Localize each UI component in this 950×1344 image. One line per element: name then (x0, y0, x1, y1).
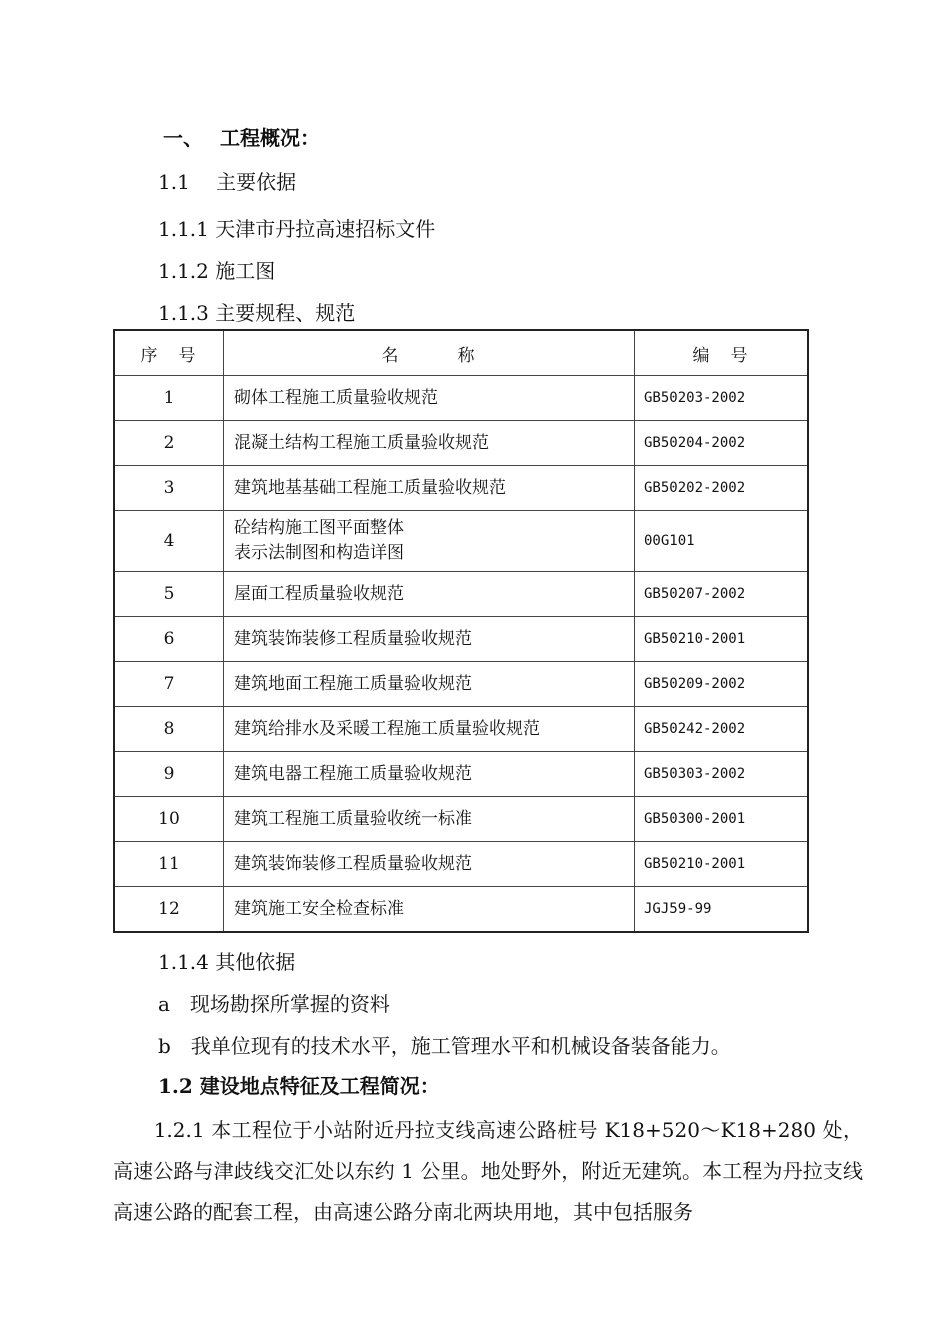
header-name: 名 称 (224, 330, 635, 376)
standards-table (113, 329, 809, 933)
row-seq-cell: 9 (114, 752, 224, 797)
table-body (114, 376, 808, 933)
row-code-cell: 00G101 (635, 511, 809, 572)
row-code-cell: JGJ59-99 (635, 887, 809, 933)
subsection-1-2: 1.2 建设地点特征及工程简况： (158, 1074, 440, 1098)
table-row (114, 617, 808, 662)
row-seq-cell: 1 (114, 376, 224, 421)
row-name-cell: 建筑工程施工质量验收统一标准 (224, 797, 635, 842)
row-seq-cell: 11 (114, 842, 224, 887)
header-seq: 序 号 (114, 330, 224, 376)
list-item-a: a 现场勘探所掌握的资料 (158, 992, 390, 1016)
row-code-cell: GB50207-2002 (635, 572, 809, 617)
table-row (114, 376, 808, 421)
row-name-cell: 砌体工程施工质量验收规范 (224, 376, 635, 421)
row-code-cell: GB50210-2001 (635, 617, 809, 662)
table-row (114, 511, 808, 572)
row-code-cell: GB50209-2002 (635, 662, 809, 707)
table-row (114, 421, 808, 466)
row-name-cell: 混凝土结构工程施工质量验收规范 (224, 421, 635, 466)
table-row (114, 887, 808, 933)
row-name-cell: 建筑地面工程施工质量验收规范 (224, 662, 635, 707)
row-code-cell: GB50202-2002 (635, 466, 809, 511)
row-seq-cell: 6 (114, 617, 224, 662)
row-code-cell: GB50300-2001 (635, 797, 809, 842)
row-name-cell: 砼结构施工图平面整体 表示法制图和构造详图 (224, 511, 635, 572)
header-code: 编 号 (635, 330, 809, 376)
item-1-1-2: 1.1.2 施工图 (158, 259, 276, 283)
row-seq-cell: 5 (114, 572, 224, 617)
row-name-cell: 建筑地基基础工程施工质量验收规范 (224, 466, 635, 511)
section-heading: 一、 工程概况： (163, 126, 320, 150)
row-code-cell: GB50303-2002 (635, 752, 809, 797)
item-1-1-4: 1.1.4 其他依据 (158, 950, 296, 974)
row-seq-cell: 8 (114, 707, 224, 752)
item-1-1-3: 1.1.3 主要规程、规范 (158, 301, 356, 325)
row-code-cell: GB50210-2001 (635, 842, 809, 887)
list-item-b: b 我单位现有的技术水平，施工管理水平和机械设备装备能力。 (158, 1034, 731, 1058)
row-code-cell: GB50204-2002 (635, 421, 809, 466)
row-seq-cell: 3 (114, 466, 224, 511)
row-name-cell: 建筑装饰装修工程质量验收规范 (224, 617, 635, 662)
row-code-cell: GB50242-2002 (635, 707, 809, 752)
row-name-cell: 屋面工程质量验收规范 (224, 572, 635, 617)
table-header-row (114, 330, 808, 376)
table-row (114, 797, 808, 842)
table-row (114, 842, 808, 887)
row-seq-cell: 12 (114, 887, 224, 933)
row-seq-cell: 10 (114, 797, 224, 842)
row-code-cell: GB50203-2002 (635, 376, 809, 421)
item-1-1-1: 1.1.1 天津市丹拉高速招标文件 (158, 217, 436, 241)
row-name-cell: 建筑施工安全检查标准 (224, 887, 635, 933)
table-row (114, 752, 808, 797)
row-seq-cell: 2 (114, 421, 224, 466)
table-row (114, 662, 808, 707)
row-name-cell: 建筑给排水及采暖工程施工质量验收规范 (224, 707, 635, 752)
row-seq-cell: 7 (114, 662, 224, 707)
row-seq-cell: 4 (114, 511, 224, 572)
subsection-1-1: 1.1 主要依据 (158, 170, 297, 194)
table-row (114, 707, 808, 752)
table-row (114, 572, 808, 617)
table-row (114, 466, 808, 511)
paragraph-1-2-1: 1.2.1 本工程位于小站附近丹拉支线高速公路桩号 K18+520～K18+280 处，高速公路与津歧线交汇处以东约 1 公里。地处野外，附近无建筑。本工程为丹拉支线高速公路的配套工程，由高速公路分南北两块用地，其中包括服务 (113, 1118, 863, 1224)
row-name-cell: 建筑电器工程施工质量验收规范 (224, 752, 635, 797)
row-name-cell: 建筑装饰装修工程质量验收规范 (224, 842, 635, 887)
